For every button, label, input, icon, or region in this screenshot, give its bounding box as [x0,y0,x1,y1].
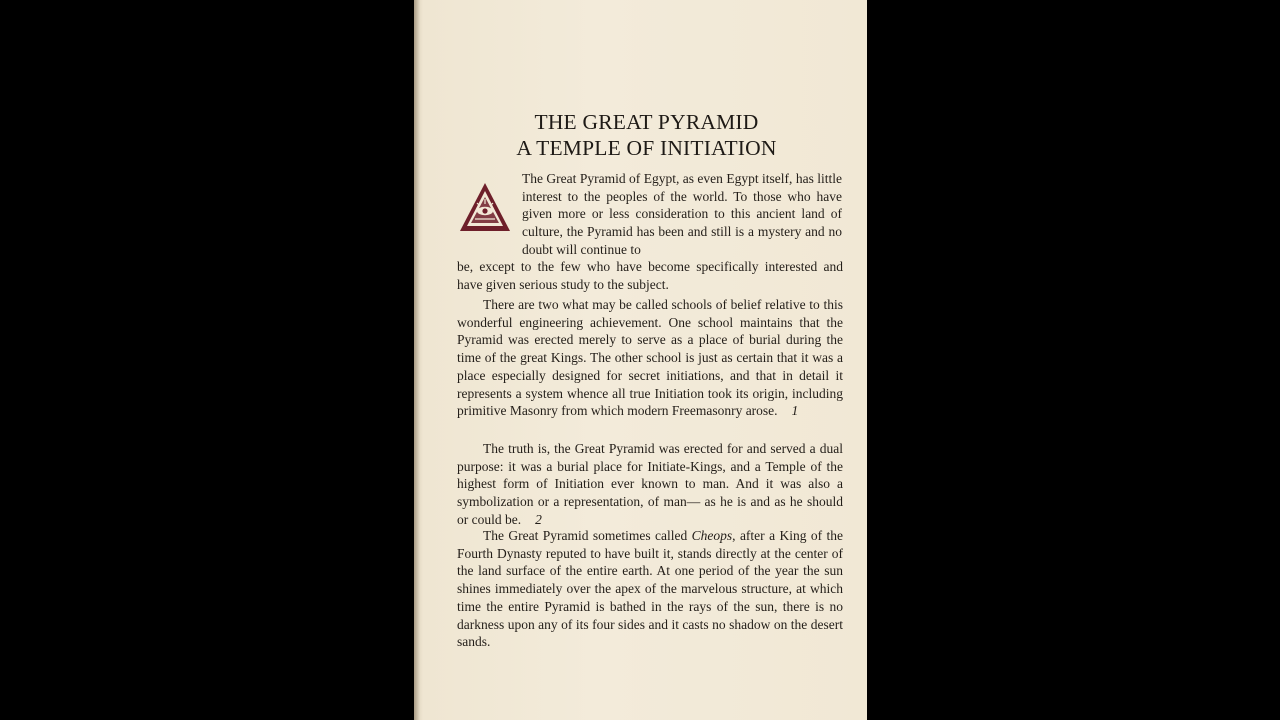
paragraph-4-rest: , after a King of the Fourth Dynasty reputed to have built it, stands directly at the center of the land surface of the entire earth. At one period of the year the sun shines immediately over the apex of the marvelous structure, at which time the entire Pyramid is bathed in the rays of the sun, there is no darkness upon any of its four sides and it casts no shadow on the desert sands. [457,528,843,650]
page-gutter [414,0,420,720]
pyramid-eye-icon [458,181,512,233]
paragraph-4 [457,527,843,651]
paragraph-3-text: The truth is, the Great Pyramid was erected for and served a dual purpose: it was a burial place for Initiate-Kings, and a Temple of the highest form of Initiation ever known to man. And it was also a symbolization or a representation, of man— as he is and as he should or could be. [457,441,843,527]
chapter-title-line-2: A TEMPLE OF INITIATION [516,136,777,160]
footnote-marker-1: 1 [791,403,799,419]
paragraph-4-italic: Cheops [691,528,733,543]
paragraph-1-intro: The Great Pyramid of Egypt, as even Egypt itself, has little interest to the peoples of the world. To those who have given more or less consideration to this ancient land of culture, the Pyramid has been and still is a mystery and no doubt will continue to [522,171,842,257]
book-page [414,0,867,720]
footnote-marker-2: 2 [535,511,542,527]
paragraph-1-rest: be, except to the few who have become specifically interested and have given serious study to the subject. [457,259,843,292]
chapter-title-line-1: THE GREAT PYRAMID [534,110,759,134]
paragraph-2 [457,296,843,420]
paragraph-3 [457,440,843,529]
paragraph-2-text: There are two what may be called schools of belief relative to this wonderful engineering achievement. One school maintains that the Pyramid was erected merely to serve as a place of burial during the time of the great Kings. The other school is just as certain that it was a place especially designed for secret initiations, and that in detail it represents a system whence all true Initiation took its origin, including primitive Masonry from which modern Freemasonry arose. [457,297,843,419]
paragraph-4-start: The Great Pyramid sometimes called [483,528,692,543]
